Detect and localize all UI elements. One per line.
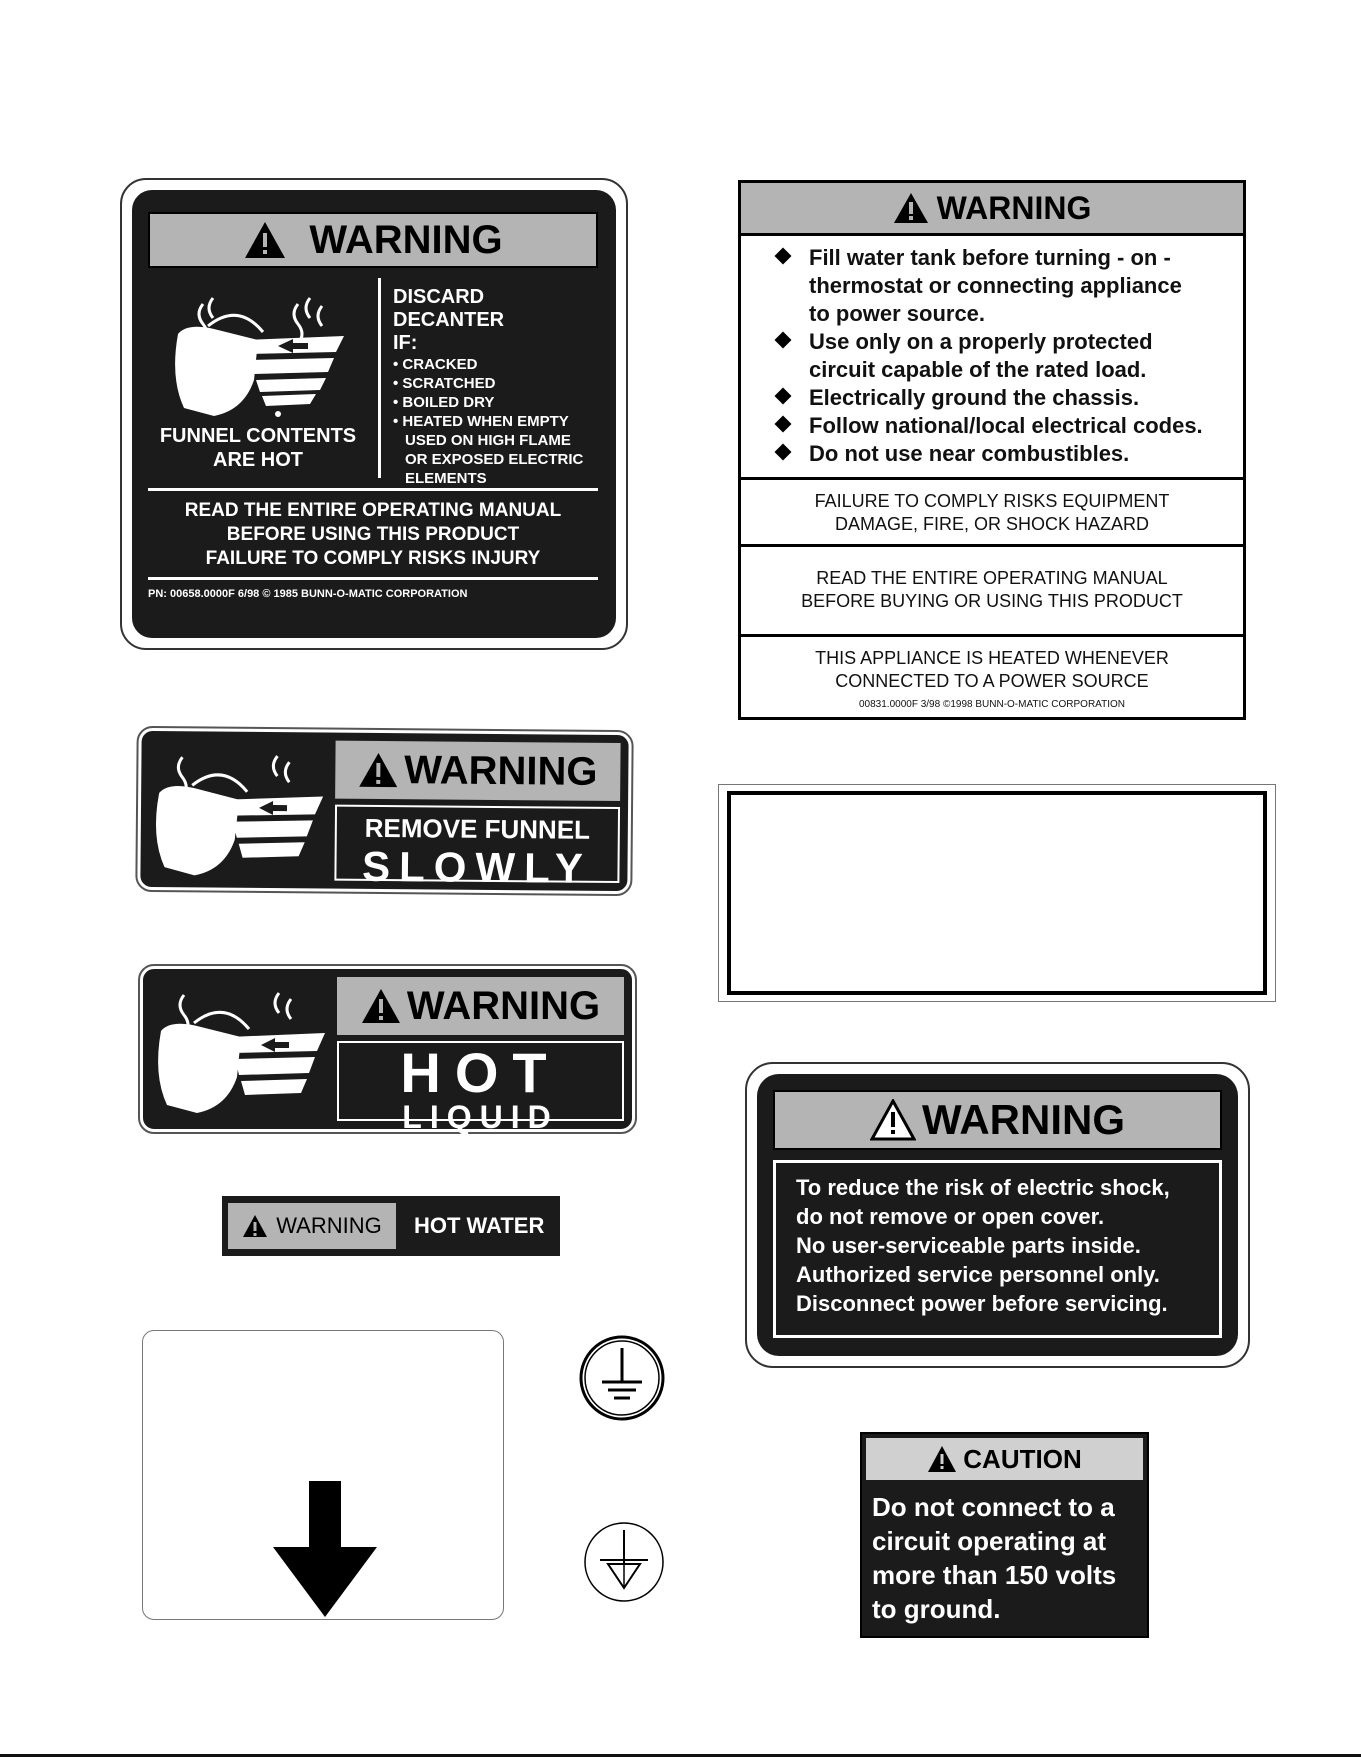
heated-line: CONNECTED TO A POWER SOURCE bbox=[835, 671, 1149, 691]
caution-line: Do not connect to a bbox=[872, 1492, 1115, 1522]
protective-earth-icon bbox=[576, 1334, 668, 1422]
caution-line: circuit operating at bbox=[872, 1526, 1107, 1556]
item-line: Electrically ground the chassis. bbox=[809, 385, 1140, 410]
warning-header bbox=[337, 977, 624, 1035]
instruction-line: do not remove or open cover. bbox=[796, 1204, 1105, 1229]
item-line: Do not use near combustibles. bbox=[809, 441, 1130, 466]
discard-list bbox=[393, 355, 598, 431]
instruction-line: To reduce the risk of electric shock, bbox=[796, 1175, 1170, 1200]
warning-triangle-icon bbox=[927, 1445, 957, 1473]
warning-item bbox=[775, 384, 1243, 412]
heated-line: THIS APPLIANCE IS HEATED WHENEVER bbox=[815, 648, 1169, 668]
risk-line: FAILURE TO COMPLY RISKS EQUIPMENT bbox=[814, 491, 1170, 511]
diamond-bullet-icon bbox=[775, 388, 792, 405]
heated-notice bbox=[741, 637, 1243, 717]
read-line: READ THE ENTIRE OPERATING MANUAL bbox=[816, 568, 1168, 588]
warning-triangle-icon bbox=[358, 752, 398, 788]
discard-item: • SCRATCHED bbox=[393, 374, 598, 393]
item-line: Fill water tank before turning - on - bbox=[809, 245, 1171, 270]
label-hot-liquid bbox=[140, 966, 635, 1135]
caution-header-text: CAUTION bbox=[963, 1443, 1082, 1474]
funnel-hot-caption bbox=[148, 424, 368, 472]
discard-item: • HEATED WHEN EMPTY bbox=[393, 412, 598, 431]
hot-caption-line-2: ARE HOT bbox=[213, 449, 303, 471]
discard-tail-3: ELEMENTS bbox=[405, 470, 487, 487]
read-line-1: READ THE ENTIRE OPERATING MANUAL bbox=[184, 500, 562, 521]
discard-decanter-panel bbox=[378, 278, 598, 487]
warning-header bbox=[741, 183, 1243, 236]
hot-caption-line-1: FUNNEL CONTENTS bbox=[159, 425, 357, 447]
page-bottom-rule bbox=[0, 1754, 1361, 1757]
item-line: circuit capable of the rated load. bbox=[809, 357, 1147, 382]
equipotential-ground-icon bbox=[582, 1520, 666, 1604]
instruction-line-1: REMOVE FUNNEL bbox=[364, 812, 591, 845]
hot-water-text: HOT WATER bbox=[414, 1213, 545, 1238]
part-number: 00831.0000F 3/98 ©1998 BUNN-O-MATIC CORPORATION bbox=[859, 699, 1125, 710]
item-line: Use only on a properly protected bbox=[809, 329, 1153, 354]
label-funnel-contents-hot bbox=[120, 178, 628, 650]
diamond-bullet-icon bbox=[775, 416, 792, 433]
instruction-line: Disconnect power before servicing. bbox=[796, 1291, 1168, 1316]
item-line: Follow national/local electrical codes. bbox=[809, 413, 1203, 438]
warning-header-text: WARNING bbox=[276, 1213, 382, 1238]
hand-funnel-icon bbox=[148, 284, 368, 424]
warning-triangle-icon bbox=[243, 220, 287, 260]
warning-header bbox=[335, 741, 620, 801]
warning-triangle-icon bbox=[361, 988, 401, 1024]
warning-header bbox=[148, 212, 598, 268]
discard-title-2: IF: bbox=[393, 332, 418, 354]
part-number: PN: 00658.0000F 6/98 © 1985 BUNN-O-MATIC CORPORATION bbox=[148, 588, 468, 600]
hot-funnel-panel bbox=[148, 278, 368, 478]
instruction-panel bbox=[334, 805, 620, 892]
read-line-2: BEFORE USING THIS PRODUCT bbox=[226, 524, 520, 545]
instruction-line: No user-serviceable parts inside. bbox=[796, 1233, 1141, 1258]
warning-list bbox=[741, 236, 1243, 480]
warning-header-text: WARNING bbox=[922, 1096, 1125, 1143]
blank-label-frame bbox=[718, 784, 1276, 1002]
diamond-bullet-icon bbox=[775, 248, 792, 265]
warning-header-text: WARNING bbox=[936, 189, 1092, 226]
warning-header bbox=[228, 1203, 396, 1249]
item-line: to power source. bbox=[809, 301, 986, 326]
read-line-3: FAILURE TO COMPLY RISKS INJURY bbox=[205, 548, 541, 569]
risk-notice bbox=[741, 480, 1243, 547]
instruction-line-1: HOT bbox=[400, 1041, 561, 1104]
discard-tail-1: USED ON HIGH FLAME bbox=[405, 432, 571, 449]
item-line: thermostat or connecting appliance bbox=[809, 273, 1182, 298]
read-manual-notice bbox=[741, 547, 1243, 637]
hand-funnel-icon bbox=[149, 975, 331, 1125]
warning-header-text: WARNING bbox=[309, 217, 503, 262]
arrow-label bbox=[142, 1330, 504, 1620]
read-line: BEFORE BUYING OR USING THIS PRODUCT bbox=[801, 591, 1183, 611]
warning-triangle-icon bbox=[870, 1099, 916, 1141]
shock-instructions bbox=[773, 1160, 1222, 1338]
warning-triangle-icon bbox=[893, 192, 929, 224]
discard-tail-2: OR EXPOSED ELECTRIC bbox=[405, 451, 584, 468]
caution-header bbox=[866, 1438, 1143, 1480]
label-electric-shock bbox=[745, 1062, 1250, 1368]
instruction-panel bbox=[337, 1041, 624, 1135]
warning-item bbox=[775, 412, 1243, 440]
warning-header-text: WARNING bbox=[403, 747, 598, 794]
blank-label-inner bbox=[727, 791, 1267, 995]
discard-title-1: DISCARD DECANTER bbox=[393, 286, 505, 331]
down-arrow-icon bbox=[143, 1331, 505, 1621]
discard-item: • CRACKED bbox=[393, 355, 598, 374]
discard-item: • BOILED DRY bbox=[393, 393, 598, 412]
diamond-bullet-icon bbox=[775, 444, 792, 461]
warning-header-text: WARNING bbox=[406, 983, 601, 1028]
read-manual-notice bbox=[148, 488, 598, 580]
warning-triangle-icon bbox=[242, 1214, 268, 1238]
label-remove-funnel-slowly bbox=[137, 728, 631, 894]
warning-item bbox=[775, 244, 1243, 328]
warning-header bbox=[773, 1090, 1222, 1150]
warning-item bbox=[775, 440, 1243, 468]
label-hot-water bbox=[222, 1196, 560, 1256]
instruction-line: Authorized service personnel only. bbox=[796, 1262, 1160, 1287]
risk-line: DAMAGE, FIRE, OR SHOCK HAZARD bbox=[834, 514, 1150, 534]
caution-text bbox=[872, 1490, 1141, 1626]
label-caution-voltage bbox=[860, 1432, 1149, 1638]
instruction-line-2: LIQUID bbox=[402, 1099, 559, 1135]
caution-line: more than 150 volts bbox=[872, 1560, 1117, 1590]
warning-item bbox=[775, 328, 1243, 384]
diamond-bullet-icon bbox=[775, 332, 792, 349]
label-electrical-warning bbox=[738, 180, 1246, 720]
hand-funnel-icon bbox=[146, 737, 329, 889]
caution-line: to ground. bbox=[872, 1594, 1001, 1624]
instruction-line-2: SLOWLY bbox=[361, 842, 593, 892]
